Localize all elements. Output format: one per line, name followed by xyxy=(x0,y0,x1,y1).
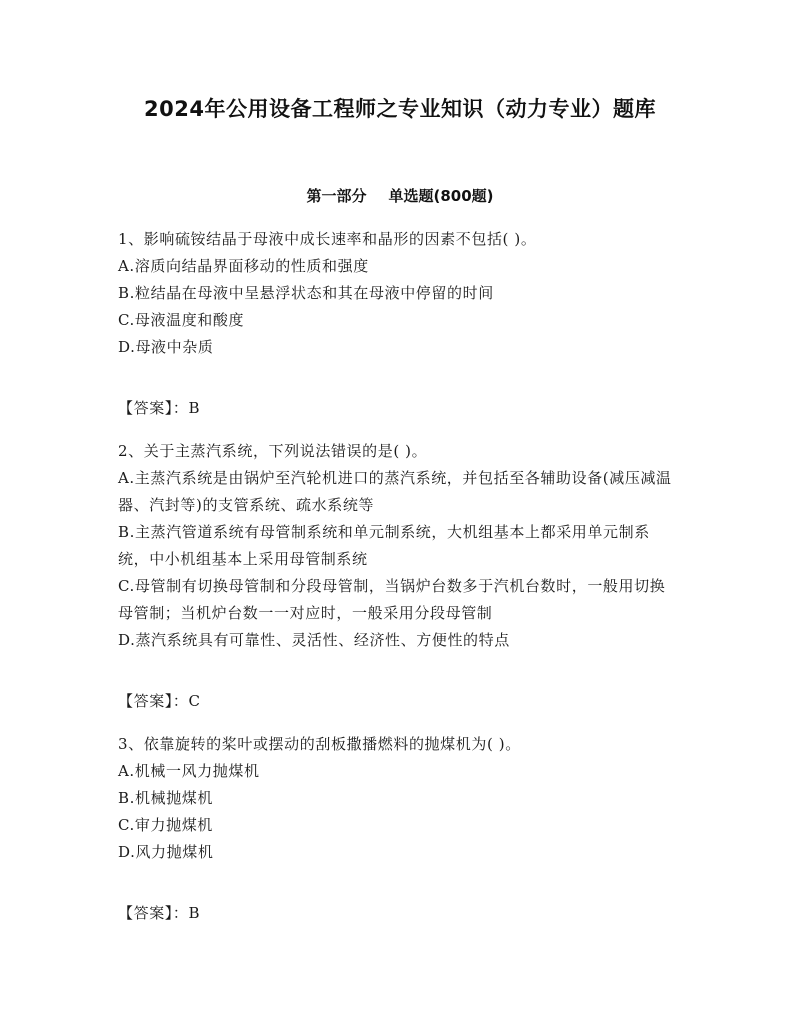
option-b: B.粒结晶在母液中呈悬浮状态和其在母液中停留的时间 xyxy=(118,284,494,302)
option-a: A.溶质向结晶界面移动的性质和强度 xyxy=(118,257,369,275)
option-d: D.风力抛煤机 xyxy=(118,843,214,861)
section-name: 单选题(800题) xyxy=(388,187,494,205)
option-b: B.主蒸汽管道系统有母管制系统和单元制系统，大机组基本上都采用单元制系统，中小机组基本上采用母管制系统 xyxy=(118,523,650,568)
question-2 xyxy=(118,438,678,715)
answer-line xyxy=(118,900,678,927)
question-3 xyxy=(118,731,678,927)
answer-value: B xyxy=(188,904,201,922)
option-c: C.审力抛煤机 xyxy=(118,816,213,834)
answer-label: 【答案】： xyxy=(118,692,189,710)
option-a: A.主蒸汽系统是由锅炉至汽轮机进口的蒸汽系统，并包括至各辅助设备(减压减温器、汽封等)的支管系统、疏水系统等 xyxy=(118,469,672,514)
option-a: A.机械一风力抛煤机 xyxy=(118,762,260,780)
answer-value: C xyxy=(188,692,201,710)
answer-value: B xyxy=(188,399,201,417)
option-b: B.机械抛煤机 xyxy=(118,789,213,807)
option-d: D.母液中杂质 xyxy=(118,338,214,356)
section-part: 第一部分 xyxy=(306,187,367,205)
section-heading xyxy=(0,185,800,206)
question-1 xyxy=(118,226,678,422)
question-stem: 3、依靠旋转的桨叶或摆动的刮板撒播燃料的抛煤机为( )。 xyxy=(118,735,521,753)
answer-label: 【答案】： xyxy=(118,904,189,922)
question-stem: 2、关于主蒸汽系统，下列说法错误的是( )。 xyxy=(118,442,428,460)
question-list xyxy=(118,226,678,943)
answer-label: 【答案】： xyxy=(118,399,189,417)
option-c: C.母管制有切换母管制和分段母管制，当锅炉台数多于汽机台数时，一般用切换母管制；当机炉台数一一对应时，一般采用分段母管制 xyxy=(118,577,666,622)
option-c: C.母液温度和酸度 xyxy=(118,311,245,329)
document-title: 2024年公用设备工程师之专业知识（动力专业）题库 xyxy=(144,97,656,121)
answer-line xyxy=(118,688,678,715)
answer-line xyxy=(118,395,678,422)
question-stem: 1、影响硫铵结晶于母液中成长速率和晶形的因素不包括( )。 xyxy=(118,230,537,248)
option-d: D.蒸汽系统具有可靠性、灵活性、经济性、方便性的特点 xyxy=(118,631,510,649)
